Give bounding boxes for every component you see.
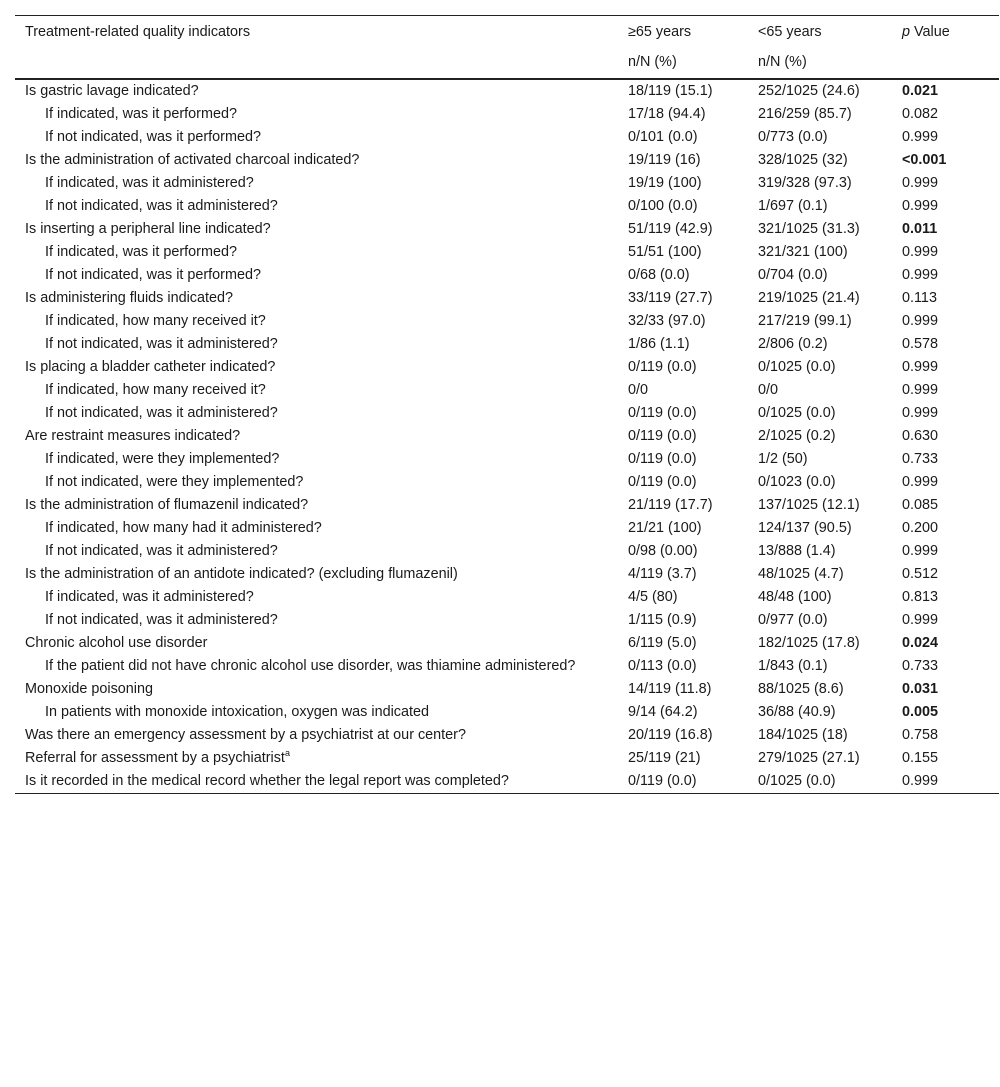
p-value: 0.999 (902, 359, 939, 375)
value-65-plus: 21/21 (100) (628, 520, 702, 536)
value-under-65: 1/697 (0.1) (758, 198, 828, 214)
value-under-65: 182/1025 (17.8) (758, 635, 860, 651)
indicator-label-text: If indicated, was it performed? (45, 244, 237, 260)
table-row (15, 195, 999, 218)
table-row (15, 310, 999, 333)
indicator-label-text: If not indicated, were they implemented? (45, 474, 304, 490)
p-value: <0.001 (902, 152, 947, 168)
indicator-label (15, 609, 618, 632)
indicator-label (15, 471, 618, 494)
header-p-italic: p (902, 24, 911, 40)
value-under-65: 217/219 (99.1) (758, 313, 852, 329)
value-65-plus: 0/98 (0.00) (628, 543, 698, 559)
value-under-65: 328/1025 (32) (758, 152, 848, 168)
indicator-label (15, 517, 618, 540)
p-value: 0.758 (902, 727, 939, 743)
value-65-plus: 0/119 (0.0) (628, 474, 697, 490)
table-header (15, 16, 999, 80)
header-row (15, 16, 999, 48)
table-row (15, 172, 999, 195)
indicator-label (15, 724, 618, 747)
indicator-label-text: Is the administration of flumazenil indicated? (25, 497, 309, 513)
value-under-65: 0/0 (758, 382, 779, 398)
indicator-label-text: If not indicated, was it administered? (45, 405, 278, 421)
p-value: 0.200 (902, 520, 939, 536)
table-row (15, 678, 999, 701)
indicator-label (15, 310, 618, 333)
p-value: 0.113 (902, 290, 937, 306)
p-value: 0.813 (902, 589, 939, 605)
indicator-label-text: Is it recorded in the medical record whether the legal report was completed? (25, 773, 509, 789)
value-under-65: 0/1025 (0.0) (758, 405, 836, 421)
indicator-label-text: Was there an emergency assessment by a psychiatrist at our center? (25, 727, 466, 743)
value-under-65: 216/259 (85.7) (758, 106, 852, 122)
indicator-label (15, 701, 618, 724)
p-value: 0.733 (902, 451, 939, 467)
value-65-plus: 0/68 (0.0) (628, 267, 690, 283)
p-value: 0.999 (902, 244, 939, 260)
value-under-65: 252/1025 (24.6) (758, 83, 860, 99)
value-65-plus: 32/33 (97.0) (628, 313, 706, 329)
table-row (15, 218, 999, 241)
indicator-label-text: Is inserting a peripheral line indicated? (25, 221, 271, 237)
table-row (15, 747, 999, 770)
value-under-65: 321/1025 (31.3) (758, 221, 860, 237)
value-under-65: 0/1025 (0.0) (748, 770, 892, 794)
value-65-plus: 14/119 (11.8) (628, 681, 712, 697)
indicator-label-text: Is the administration of an antidote indicated? (excluding flumazenil) (25, 566, 458, 582)
table-row (15, 448, 999, 471)
value-under-65: 2/806 (0.2) (758, 336, 828, 352)
header-p-value (892, 16, 999, 48)
indicator-label-text: Is the administration of activated charcoal indicated? (25, 152, 360, 168)
indicator-label-text: Is gastric lavage indicated? (25, 83, 199, 99)
table-row (15, 103, 999, 126)
value-under-65: 0/1023 (0.0) (758, 474, 836, 490)
indicator-label-text: If indicated, how many had it administered? (45, 520, 322, 536)
indicator-label (15, 126, 618, 149)
table-row (15, 655, 999, 678)
indicator-label-text: If not indicated, was it performed? (45, 129, 261, 145)
value-under-65: 88/1025 (8.6) (758, 681, 844, 697)
table-row (15, 540, 999, 563)
value-under-65: 13/888 (1.4) (758, 543, 836, 559)
value-65-plus: 51/51 (100) (628, 244, 702, 260)
value-65-plus: 0/113 (0.0) (628, 658, 697, 674)
header-sub-blank (15, 47, 618, 79)
value-under-65: 124/137 (90.5) (758, 520, 852, 536)
p-value: 0.031 (902, 681, 939, 697)
p-value: 0.512 (902, 566, 939, 582)
table-row (15, 632, 999, 655)
indicator-label-text: If not indicated, was it performed? (45, 267, 261, 283)
table-row (15, 333, 999, 356)
indicator-label (15, 563, 618, 586)
header-p-rest: Value (910, 24, 950, 40)
footnote-marker: a (284, 748, 290, 759)
p-value: 0.999 (892, 770, 999, 794)
value-65-plus: 1/115 (0.9) (628, 612, 697, 628)
indicator-label (15, 333, 618, 356)
quality-indicators-table (15, 15, 999, 794)
indicator-label-text: Monoxide poisoning (25, 681, 154, 697)
table-row (15, 425, 999, 448)
value-65-plus: 9/14 (64.2) (628, 704, 698, 720)
value-under-65: 1/2 (50) (758, 451, 808, 467)
indicator-label-text: If indicated, how many received it? (45, 313, 266, 329)
value-65-plus: 0/119 (0.0) (628, 359, 697, 375)
indicator-label (15, 195, 618, 218)
indicator-label (15, 678, 618, 701)
header-subrow (15, 47, 999, 79)
value-65-plus: 0/100 (0.0) (628, 198, 698, 214)
value-under-65: 279/1025 (27.1) (758, 750, 860, 766)
indicator-label (15, 425, 618, 448)
quality-indicators-table-container (15, 15, 999, 794)
header-65-plus: ≥65 years (618, 16, 748, 48)
value-under-65: 2/1025 (0.2) (758, 428, 836, 444)
p-value: 0.999 (902, 175, 939, 191)
p-value: 0.578 (902, 336, 939, 352)
indicator-label (15, 494, 618, 517)
p-value: 0.155 (902, 750, 939, 766)
indicator-label-text: Are restraint measures indicated? (25, 428, 241, 444)
indicator-label (15, 241, 618, 264)
table-row (15, 563, 999, 586)
indicator-label (15, 356, 618, 379)
value-under-65: 321/321 (100) (758, 244, 848, 260)
indicator-label-text: Is administering fluids indicated? (25, 290, 233, 306)
value-65-plus: 0/119 (0.0) (618, 770, 748, 794)
indicator-label-text: If not indicated, was it administered? (45, 336, 278, 352)
p-value: 0.630 (902, 428, 939, 444)
indicator-label (15, 586, 618, 609)
p-value: 0.999 (902, 474, 939, 490)
p-value: 0.024 (902, 635, 939, 651)
indicator-label (15, 149, 618, 172)
table-row (15, 471, 999, 494)
table-row (15, 770, 999, 794)
p-value: 0.999 (902, 198, 939, 214)
table-row (15, 264, 999, 287)
value-65-plus: 20/119 (16.8) (628, 727, 713, 743)
p-value: 0.999 (902, 405, 939, 421)
value-under-65: 0/773 (0.0) (758, 129, 828, 145)
value-under-65: 184/1025 (18) (758, 727, 848, 743)
value-65-plus: 25/119 (21) (628, 750, 701, 766)
indicator-label (15, 770, 618, 794)
table-row (15, 126, 999, 149)
value-under-65: 36/88 (40.9) (758, 704, 836, 720)
table-row (15, 402, 999, 425)
p-value: 0.085 (902, 497, 939, 513)
header-sub-blank-p (892, 47, 999, 79)
p-value: 0.021 (902, 83, 939, 99)
indicator-label (15, 402, 618, 425)
p-value: 0.733 (902, 658, 939, 674)
value-65-plus: 0/119 (0.0) (628, 405, 697, 421)
value-under-65: 48/48 (100) (758, 589, 832, 605)
p-value: 0.082 (902, 106, 939, 122)
value-65-plus: 19/119 (16) (628, 152, 701, 168)
value-under-65: 0/704 (0.0) (758, 267, 828, 283)
indicator-label-text: If indicated, was it administered? (45, 175, 254, 191)
indicator-label-text: Is placing a bladder catheter indicated? (25, 359, 276, 375)
header-indicator: Treatment-related quality indicators (15, 16, 618, 48)
table-row (15, 586, 999, 609)
table-row (15, 287, 999, 310)
indicator-label (15, 218, 618, 241)
indicator-label-text: If indicated, was it administered? (45, 589, 254, 605)
indicator-label (15, 103, 618, 126)
value-under-65: 48/1025 (4.7) (758, 566, 844, 582)
p-value: 0.999 (902, 612, 939, 628)
value-65-plus: 17/18 (94.4) (628, 106, 706, 122)
indicator-label-text: In patients with monoxide intoxication, oxygen was indicated (45, 704, 429, 720)
value-65-plus: 4/119 (3.7) (628, 566, 697, 582)
value-65-plus: 6/119 (5.0) (628, 635, 697, 651)
indicator-label-text: If not indicated, was it administered? (45, 612, 278, 628)
value-65-plus: 21/119 (17.7) (628, 497, 713, 513)
indicator-label (15, 540, 618, 563)
indicator-label-text: If not indicated, was it administered? (45, 543, 278, 559)
table-row (15, 241, 999, 264)
indicator-label-text: If indicated, were they implemented? (45, 451, 280, 467)
value-65-plus: 18/119 (15.1) (628, 83, 713, 99)
indicator-label (15, 264, 618, 287)
table-row (15, 79, 999, 103)
p-value: 0.999 (902, 543, 939, 559)
table-row (15, 517, 999, 540)
value-under-65: 319/328 (97.3) (758, 175, 852, 191)
value-65-plus: 0/119 (0.0) (628, 451, 697, 467)
p-value: 0.999 (902, 313, 939, 329)
table-row (15, 379, 999, 402)
header-sub-under-65: n/N (%) (748, 47, 892, 79)
p-value: 0.999 (902, 382, 939, 398)
indicator-label-text: If the patient did not have chronic alcohol use disorder, was thiamine administered? (45, 658, 576, 674)
header-sub-65-plus: n/N (%) (618, 47, 748, 79)
indicator-label (15, 747, 618, 770)
indicator-label-text: If not indicated, was it administered? (45, 198, 278, 214)
indicator-label (15, 172, 618, 195)
p-value: 0.999 (902, 267, 939, 283)
value-under-65: 0/1025 (0.0) (758, 359, 836, 375)
value-65-plus: 0/0 (628, 382, 649, 398)
indicator-label (15, 287, 618, 310)
indicator-label-text: If indicated, how many received it? (45, 382, 266, 398)
indicator-label-text: If indicated, was it performed? (45, 106, 237, 122)
table-body (15, 79, 999, 794)
table-row (15, 494, 999, 517)
indicator-label (15, 448, 618, 471)
value-65-plus: 19/19 (100) (628, 175, 702, 191)
value-65-plus: 0/101 (0.0) (628, 129, 698, 145)
value-under-65: 219/1025 (21.4) (758, 290, 860, 306)
value-65-plus: 1/86 (1.1) (628, 336, 690, 352)
indicator-label (15, 632, 618, 655)
value-under-65: 1/843 (0.1) (758, 658, 828, 674)
value-65-plus: 4/5 (80) (628, 589, 678, 605)
value-under-65: 0/977 (0.0) (758, 612, 828, 628)
header-under-65: <65 years (748, 16, 892, 48)
value-65-plus: 33/119 (27.7) (628, 290, 713, 306)
indicator-label (15, 79, 618, 103)
table-row (15, 149, 999, 172)
table-row (15, 701, 999, 724)
indicator-label-text: Referral for assessment by a psychiatrist (25, 750, 285, 766)
table-row (15, 724, 999, 747)
indicator-label-text: Chronic alcohol use disorder (25, 635, 208, 651)
indicator-label (15, 655, 618, 678)
p-value: 0.999 (902, 129, 939, 145)
value-65-plus: 51/119 (42.9) (628, 221, 713, 237)
value-65-plus: 0/119 (0.0) (628, 428, 697, 444)
p-value: 0.005 (902, 704, 939, 720)
value-under-65: 137/1025 (12.1) (758, 497, 860, 513)
table-row (15, 356, 999, 379)
indicator-label (15, 379, 618, 402)
table-row (15, 609, 999, 632)
p-value: 0.011 (902, 221, 938, 237)
